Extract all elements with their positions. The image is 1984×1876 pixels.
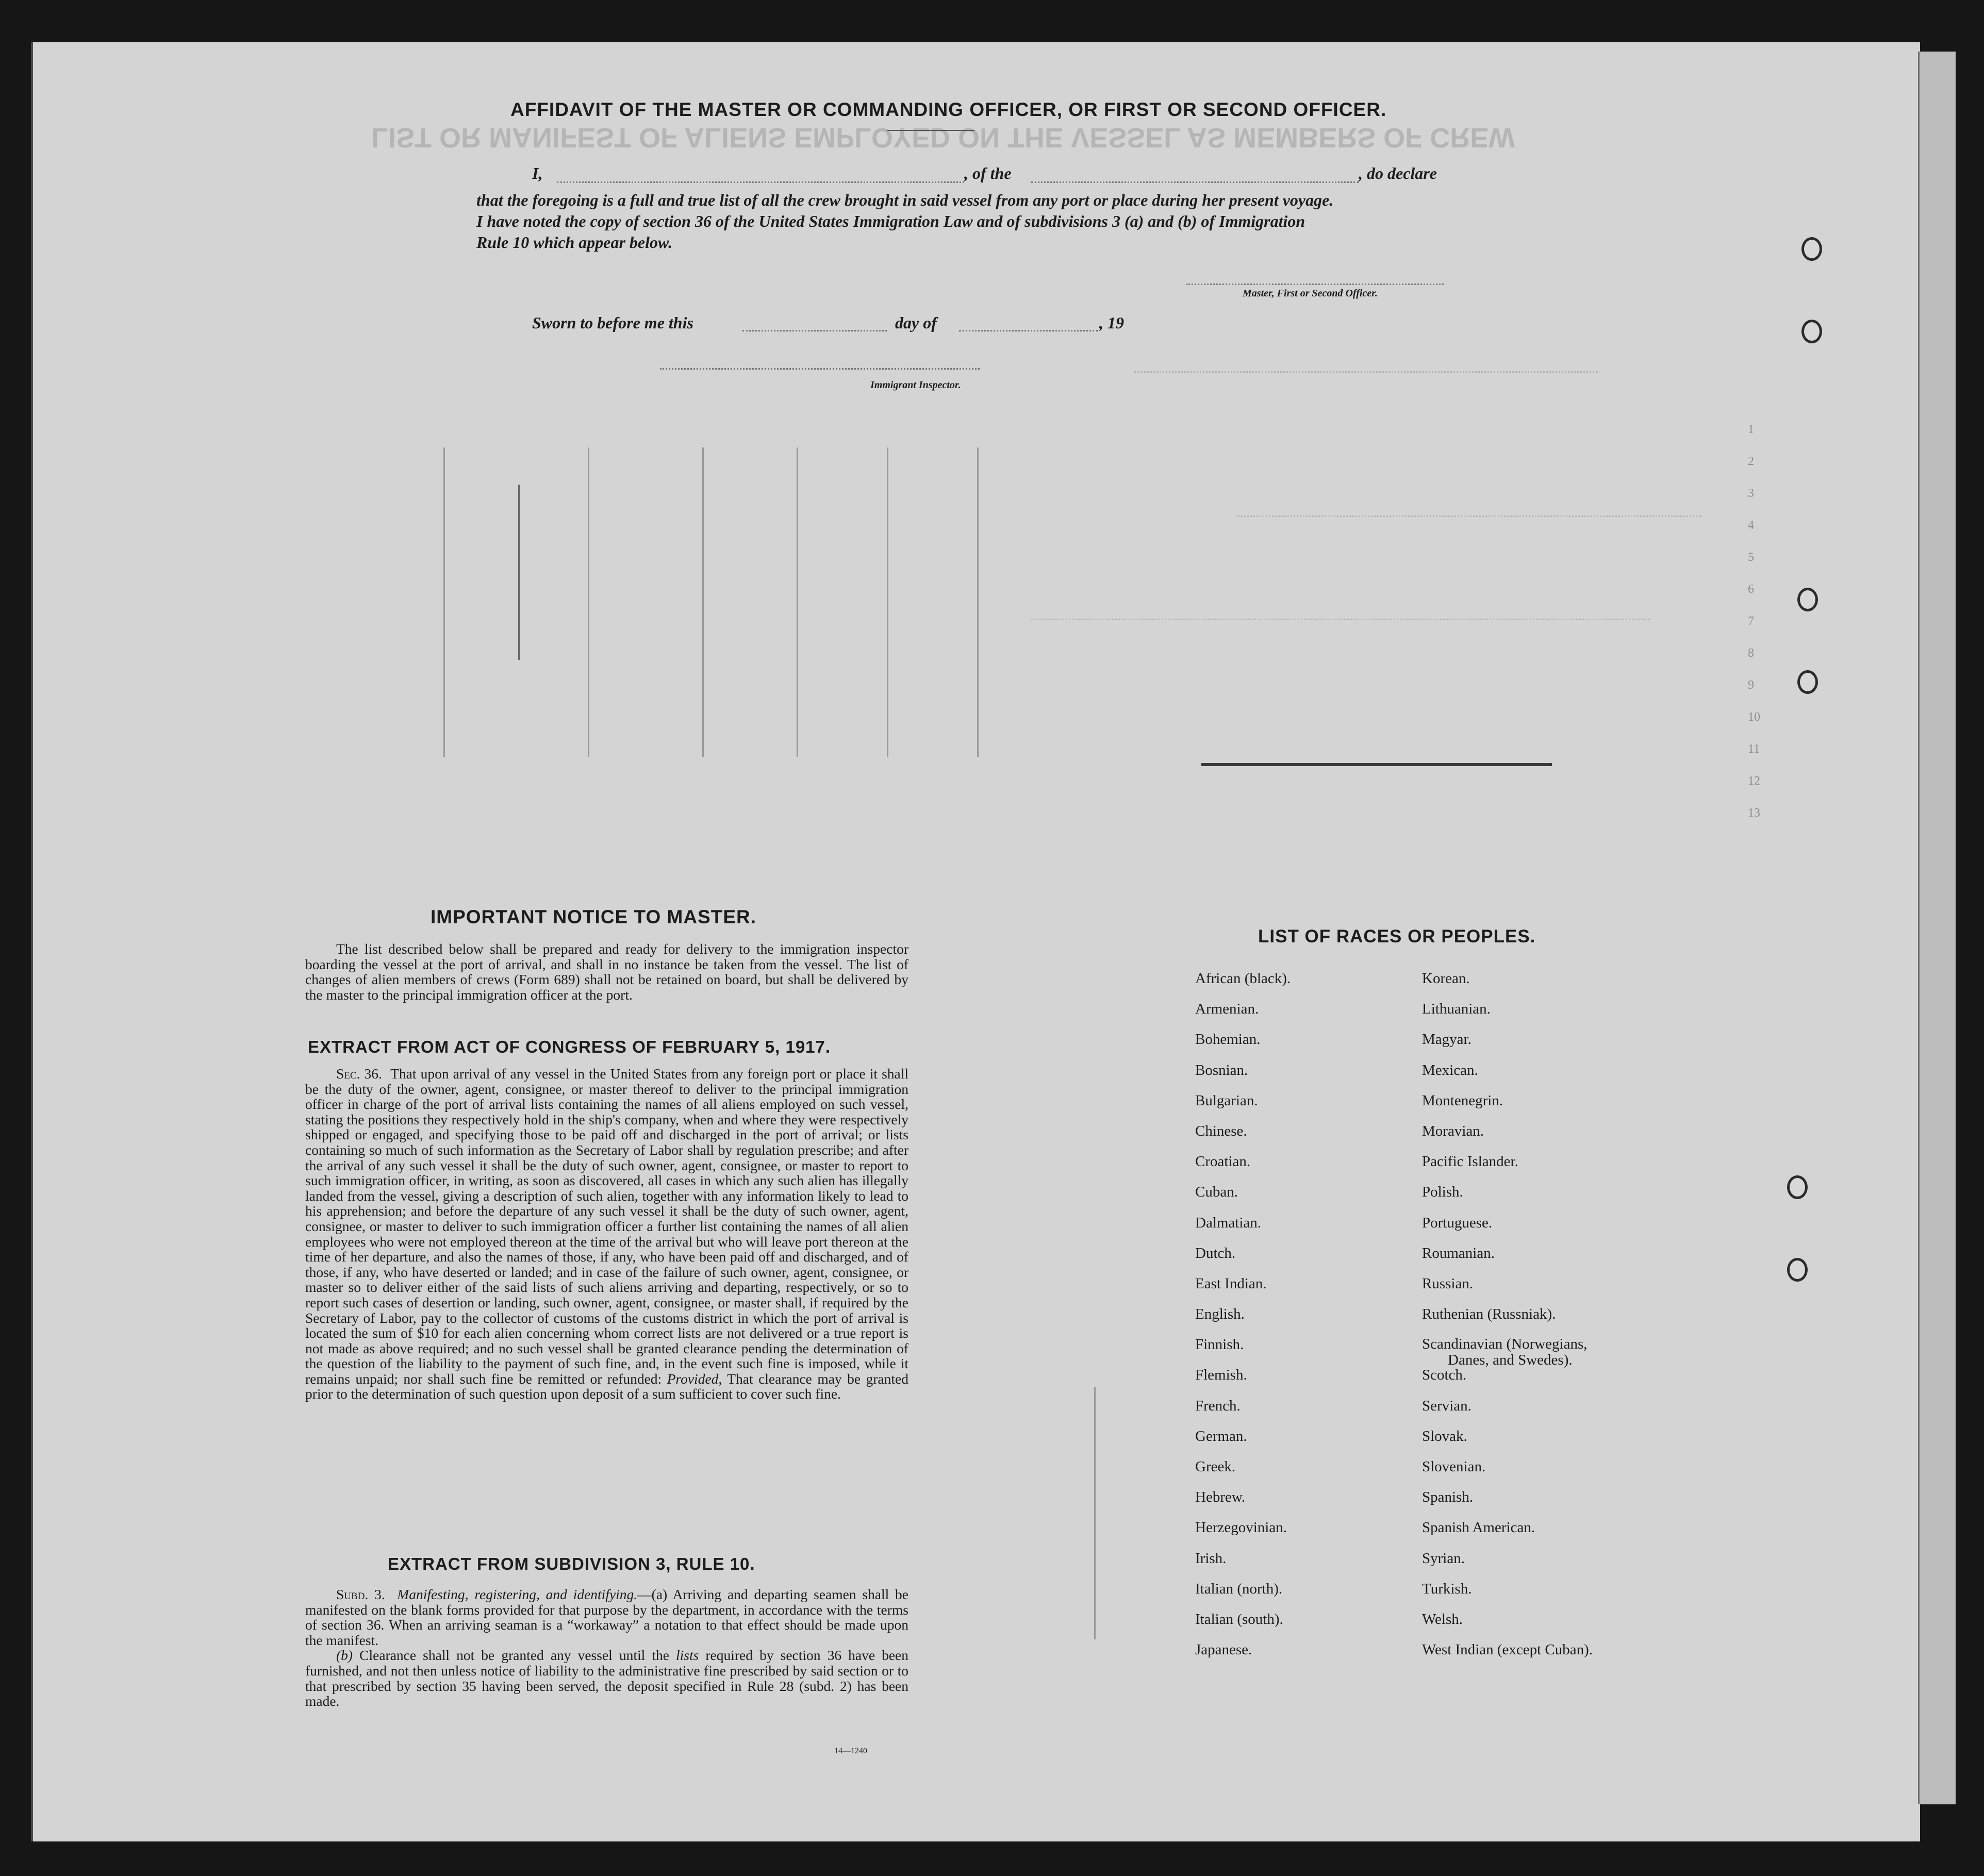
affidavit-declare-label: , do declare (1359, 164, 1437, 182)
master-signature-field[interactable] (1186, 284, 1444, 285)
act-extract-paragraph (305, 1066, 908, 1402)
page-edge-strip (1918, 52, 1956, 1804)
race-item: Moravian. (1422, 1122, 1484, 1139)
bleed-through-heading: LIST OR MANIFEST OF ALIENS EMPLOYED ON THE VESSEL AS MEMBERS OF CREW (371, 122, 1515, 153)
race-item: Dutch. (1195, 1244, 1236, 1261)
subd-title: Manifesting, registering, and identifying. (397, 1586, 638, 1602)
notice-paragraph (305, 941, 908, 1002)
part-a-label: —(a) (637, 1586, 668, 1602)
column-rule (518, 485, 520, 660)
bleed-through-bar (1201, 763, 1552, 766)
race-item: East Indian. (1195, 1275, 1267, 1292)
race-item: English. (1195, 1306, 1245, 1323)
bleed-through-line (1237, 516, 1701, 517)
race-item: Spanish. (1422, 1489, 1474, 1506)
punch-hole (1787, 1175, 1808, 1199)
race-item: Russian. (1422, 1275, 1474, 1292)
column-rule (702, 447, 704, 757)
bleed-through-line (1031, 619, 1650, 620)
provided-word: Provided, (667, 1370, 722, 1387)
inspector-signature-field[interactable] (660, 368, 980, 370)
race-item: Dalmatian. (1195, 1214, 1262, 1231)
column-rule (443, 447, 445, 757)
race-item: Armenian. (1195, 1001, 1259, 1018)
race-item: Finnish. (1195, 1336, 1244, 1353)
act-extract-text: That upon arrival of any vessel in the United States from any foreign port or place it shall be the duty of the owner, agent, consignee, or master thereof to deliver to the principal immigration officer in charge of the port of arrival lists containing the names of all aliens employed on such vessel, stating the positions they respectively hold in the ship's company, when and where they were respectively shipped or engaged, and specifying those to be paid off and discharged in the port of arrival; or lists containing so much of such information as the Secretary of Labor shall by regulation prescribe; and after the arrival of any such vessel it shall be the duty of such owner, agent, consignee, or master to report to such immigration officer, in writing, as soon as discovered, all cases in which any such alien has illegally landed from the vessel, giving a description of such alien, together with any information likely to lead to his apprehension; and before the departure of any such vessel it shall be the duty of such owner, agent, consignee, or master to deliver to such immigration officer a further list containing the names of all alien employees who were not employed thereon at the time of the arrival but who will leave port thereon at the time of her departure, and also the names of those, if any, who have been paid off and discharged, and of those, if any, who have deserted or landed; and in case of the failure of such owner, agent, consignee, or master so to deliver either of the said lists of such aliens arriving and departing, respectively, or so to report such cases of desertion or landing, such owner, agent, consignee, or master shall, if required by the Secretary of Labor, pay to the collector of customs of the customs district in which the port of arrival is located the sum of $10 for each alien concerning whom correct lists are not delivered or a true report is not made as above required; and no such vessel shall be granted clearance pending the determination of the question of the liability to the payment of such fine, and, in the event such fine is imposed, while it remains unpaid; nor shall such fine be remitted or refunded: (305, 1066, 909, 1387)
column-rule (1094, 1387, 1096, 1639)
race-item: Pacific Islander. (1422, 1153, 1518, 1170)
race-item: Montenegrin. (1422, 1092, 1503, 1109)
race-item: Welsh. (1422, 1611, 1463, 1628)
affidavit-title: AFFIDAVIT OF THE MASTER OR COMMANDING OFFICER, OR FIRST OR SECOND OFFICER. (510, 99, 1387, 120)
sworn-day-of-label: day of (895, 313, 937, 332)
act-extract-heading: EXTRACT FROM ACT OF CONGRESS OF FEBRUARY 5, 1917. (308, 1037, 831, 1056)
part-a-text: Arriving and departing seamen shall be manifested on the blank forms provided for that purpose by the department, in accordance with the terms of section 36. When an arriving seaman is a “workaway” a notation to that effect should be made upon the manifest. (305, 1586, 908, 1648)
race-item: Roumanian. (1422, 1244, 1495, 1261)
race-item: Scandinavian (Norwegians, Danes, and Swedes). (1422, 1336, 1588, 1369)
part-b-text-end: required by section 36 have been furnished, and not then unless notice of liability to the administrative fine prescribed by said section or to that prescribed by section 35 having been served, the deposit specified in Rule 28 (subd. 2) has been made. (305, 1647, 909, 1709)
races-heading: LIST OF RACES OR PEOPLES. (1258, 926, 1536, 947)
punch-hole (1797, 588, 1818, 611)
race-item: African (black). (1195, 970, 1291, 987)
subd-label: Subd. 3. (336, 1586, 385, 1602)
race-item: Bosnian. (1195, 1061, 1248, 1078)
part-b-label: (b) (336, 1647, 353, 1664)
sworn-month-field[interactable] (959, 330, 1098, 331)
notice-heading: IMPORTANT NOTICE TO MASTER. (431, 906, 757, 927)
column-rule (797, 447, 798, 757)
race-item: Bulgarian. (1195, 1092, 1258, 1109)
notice-text: The list described below shall be prepared and ready for delivery to the immigration inspector boarding the vessel at the port of arrival, and shall in no instance be taken from the vessel. The list of changes of alien members of crews (Form 689) shall not be retained on board, but shall be delivered by the master to the principal immigration officer at the port. (305, 941, 908, 1003)
race-item: Portuguese. (1422, 1214, 1493, 1231)
race-item: Italian (north). (1195, 1580, 1283, 1597)
race-item: Flemish. (1195, 1367, 1247, 1384)
race-item: Scotch. (1422, 1367, 1467, 1384)
race-item: Syrian. (1422, 1550, 1465, 1567)
race-item: Lithuanian. (1422, 1001, 1491, 1018)
race-item: French. (1195, 1397, 1241, 1414)
punch-hole (1797, 670, 1818, 694)
race-item: Croatian. (1195, 1153, 1251, 1170)
column-rule (887, 447, 888, 757)
race-item: Polish. (1422, 1184, 1463, 1201)
punch-hole (1801, 320, 1822, 343)
race-item: Bohemian. (1195, 1031, 1261, 1048)
master-signature-caption: Master, First or Second Officer. (1243, 288, 1378, 299)
part-b-lists-word: lists (676, 1647, 699, 1664)
race-item: Herzegovinian. (1195, 1519, 1287, 1536)
race-item: Spanish American. (1422, 1519, 1535, 1536)
inspector-signature-caption: Immigrant Inspector. (870, 379, 961, 391)
vessel-name-field[interactable] (1031, 181, 1359, 183)
race-item: Slovak. (1422, 1427, 1467, 1445)
race-item: Italian (south). (1195, 1611, 1283, 1628)
bleed-through-row-numbers: 1 2 3 4 5 6 7 8 9 10 11 12 13 (1748, 423, 1760, 820)
punch-hole (1801, 237, 1822, 261)
act-extract-text-end: That clearance may be granted prior to the determination of such question upon deposit of a sum sufficient to cover such fine. (305, 1370, 908, 1402)
race-item: Irish. (1195, 1550, 1227, 1567)
rule-extract-heading: EXTRACT FROM SUBDIVISION 3, RULE 10. (388, 1554, 755, 1573)
race-item: Magyar. (1422, 1031, 1472, 1048)
affidavit-statement-line: Rule 10 which appear below. (476, 233, 673, 252)
race-item: Hebrew. (1195, 1489, 1246, 1506)
sworn-label: Sworn to before me this (532, 313, 693, 332)
race-item: Ruthenian (Russniak). (1422, 1306, 1556, 1323)
column-rule (588, 447, 589, 757)
rule-extract-paragraph (305, 1587, 908, 1709)
column-rule (977, 447, 979, 757)
affidavit-declarant-label: I, (532, 164, 543, 182)
sworn-year-label: , 19 (1099, 313, 1124, 332)
punch-hole (1787, 1258, 1808, 1282)
affidavit-statement-line: I have noted the copy of section 36 of the United States Immigration Law and of subdivisions 3 (a) and (b) of Immigration (476, 212, 1305, 230)
race-item: Cuban. (1195, 1184, 1238, 1201)
affidavit-statement-line: that the foregoing is a full and true list of all the crew brought in said vessel from any port or place during her present voyage. (476, 191, 1334, 209)
sec-label: Sec. 36. (336, 1066, 382, 1082)
title-rule (887, 130, 974, 131)
part-b-text: Clearance shall not be granted any vessel until the (359, 1647, 669, 1664)
race-item: West Indian (except Cuban). (1422, 1641, 1593, 1658)
race-item: Turkish. (1422, 1580, 1472, 1597)
race-item: Greek. (1195, 1458, 1236, 1475)
races-left-column (1195, 970, 1291, 1672)
race-item: Japanese. (1195, 1641, 1252, 1658)
sworn-day-field[interactable] (742, 330, 887, 331)
race-item: German. (1195, 1427, 1247, 1445)
form-number: 14—1240 (834, 1747, 867, 1755)
race-item: Mexican. (1422, 1061, 1478, 1078)
declarant-name-field[interactable] (557, 181, 964, 183)
bleed-through-line (1134, 371, 1598, 373)
race-item: Korean. (1422, 970, 1470, 987)
races-right-column (1422, 970, 1593, 1672)
affidavit-vessel-label: , of the (964, 164, 1012, 182)
race-item: Slovenian. (1422, 1458, 1486, 1475)
race-item: Servian. (1422, 1397, 1472, 1414)
race-item: Chinese. (1195, 1122, 1247, 1139)
